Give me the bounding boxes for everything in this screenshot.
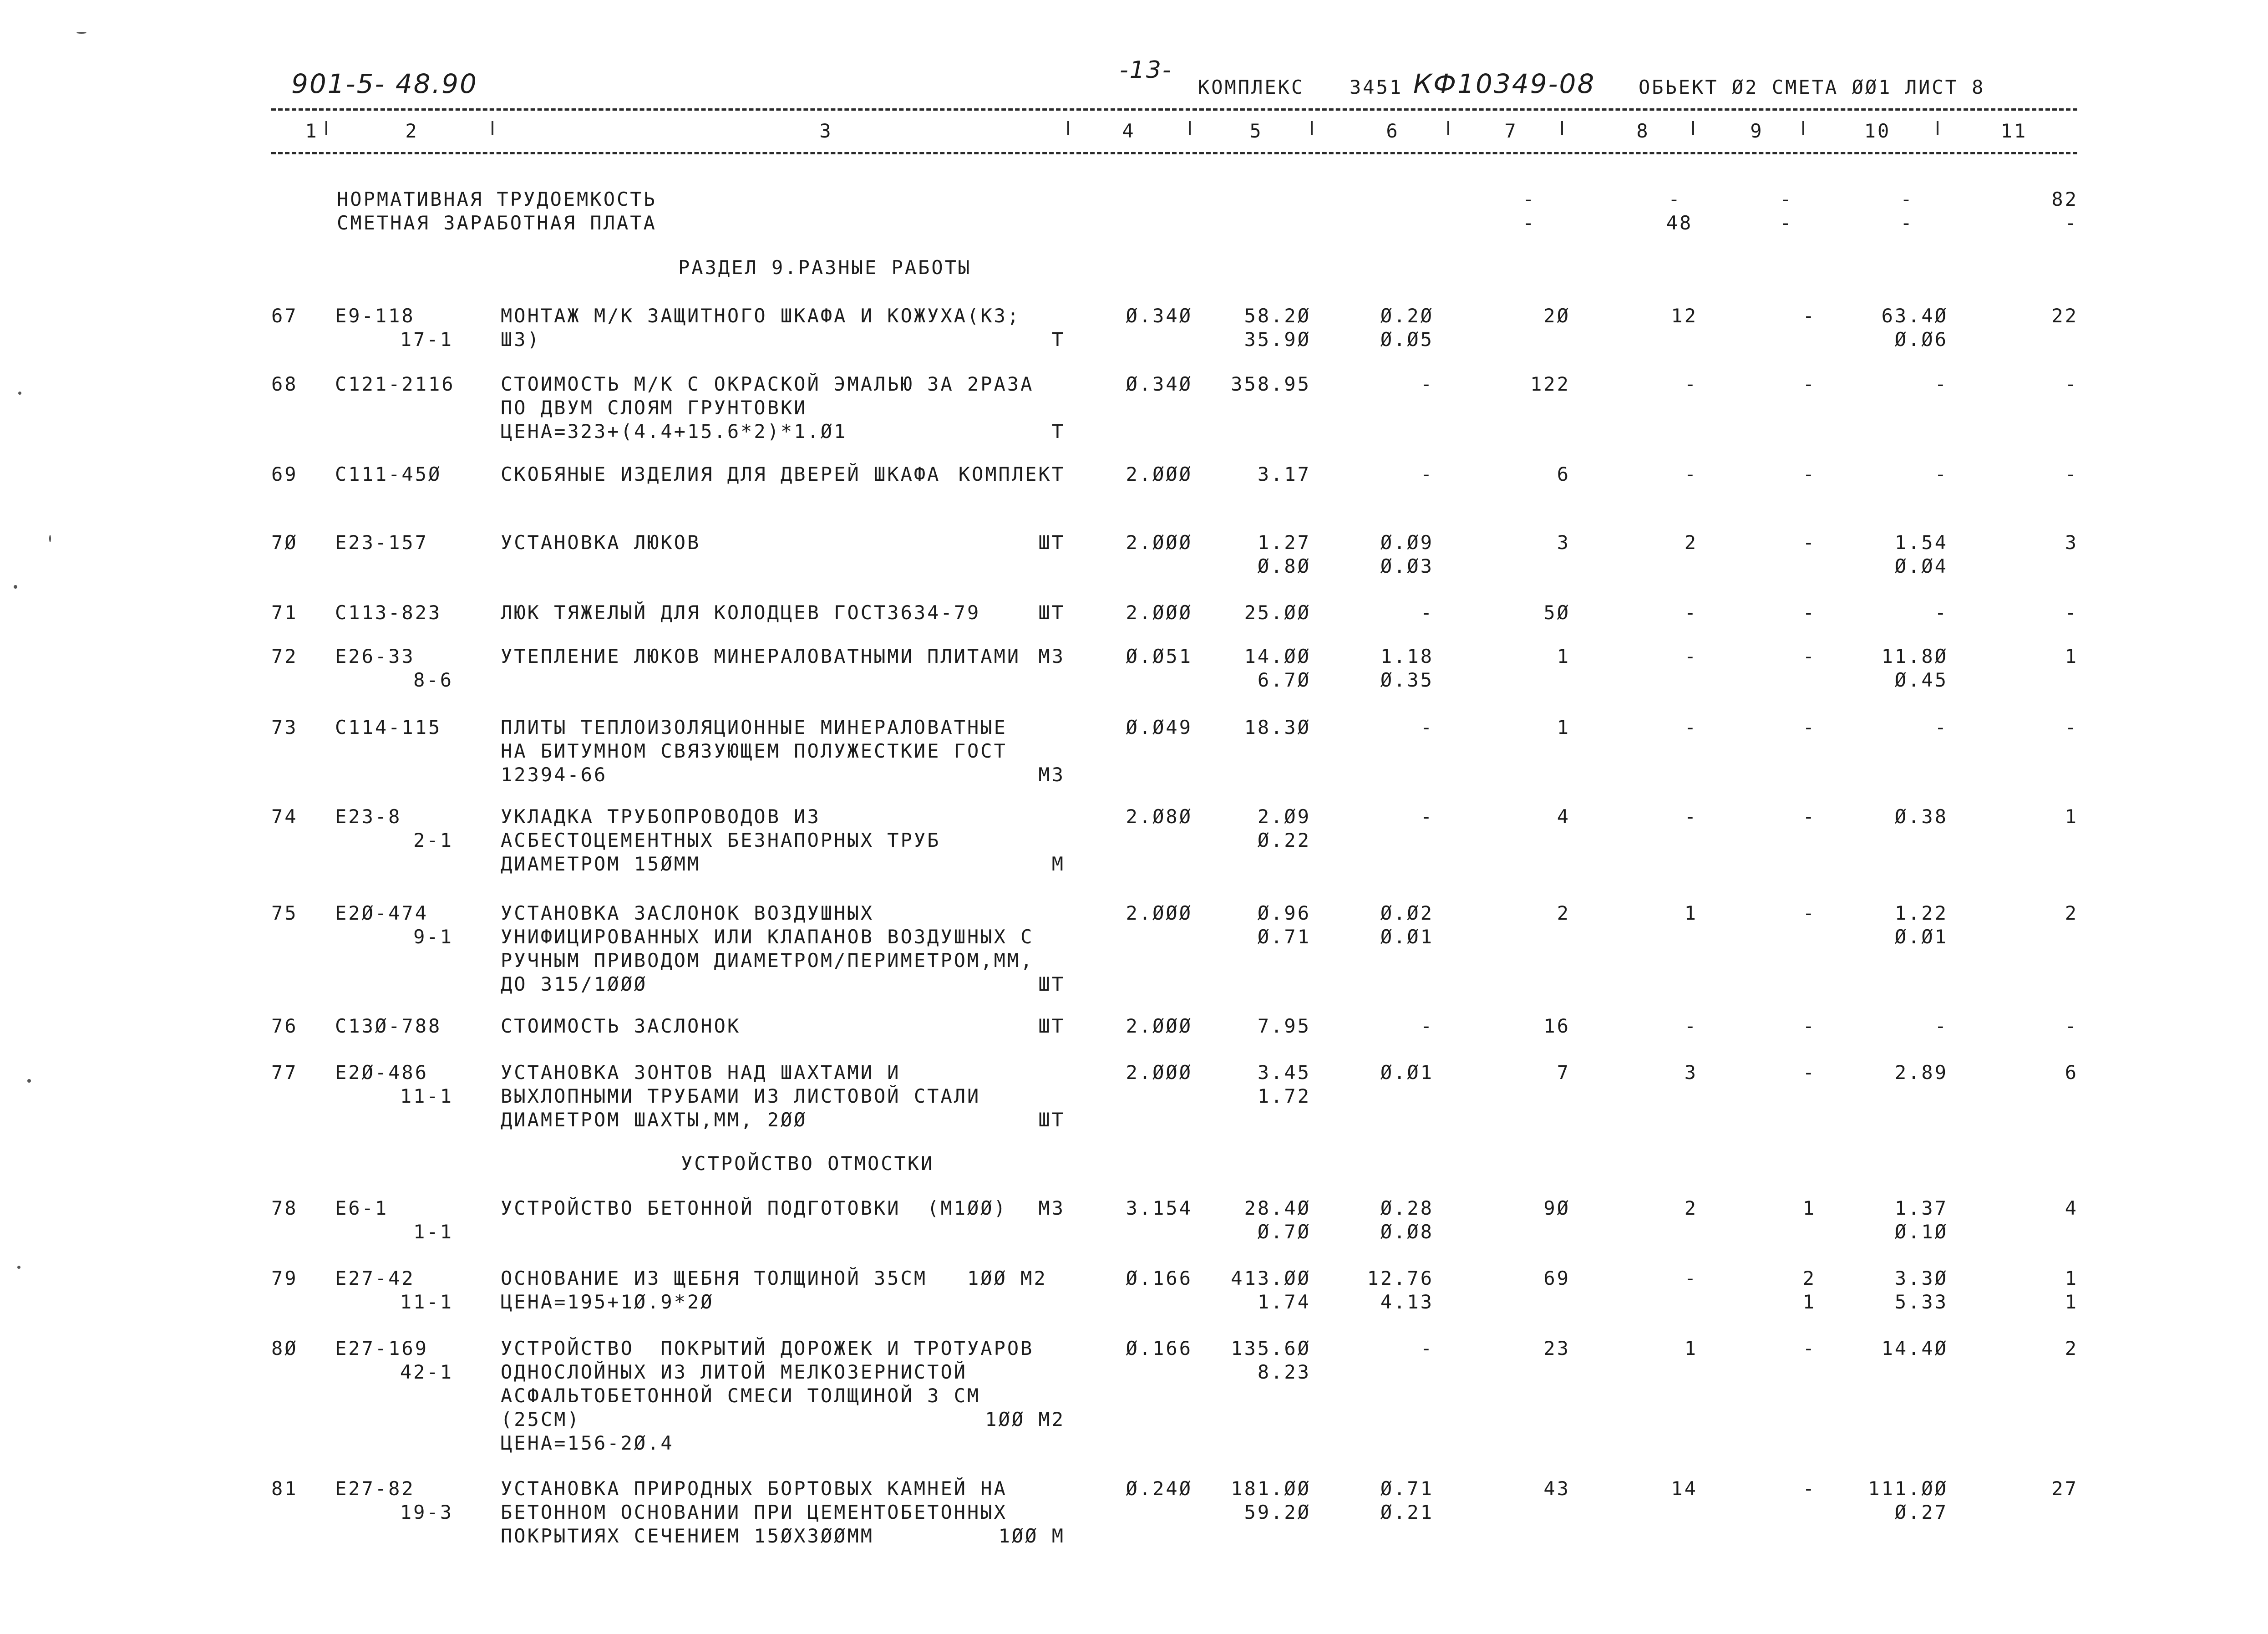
quantity: Ø.34Ø: [1126, 305, 1192, 327]
price-code: Е26-33: [335, 645, 415, 667]
col-9-value: 2: [1802, 1267, 1816, 1289]
quantity: Ø.Ø49: [1126, 716, 1192, 738]
price-code: Е2Ø-474: [335, 902, 429, 924]
col-5-value: 3.45: [1257, 1061, 1311, 1084]
row-number: 69: [271, 463, 298, 485]
col-8-value: -: [1684, 463, 1698, 485]
row-number: 76: [271, 1015, 298, 1037]
col-7-value: 9Ø: [1543, 1197, 1570, 1219]
col-5-value: 58.2Ø: [1244, 305, 1311, 327]
col-7-value: 69: [1543, 1267, 1570, 1289]
col-6-value: Ø.Ø3: [1380, 555, 1434, 577]
work-description: ЦЕНА=323+(4.4+15.6*2)*1.Ø1: [501, 420, 847, 443]
col-7-value: 43: [1543, 1477, 1570, 1500]
column-number: 5: [1249, 120, 1263, 142]
col-6-value: -: [1420, 1337, 1434, 1359]
col-11-value: -: [2065, 1015, 2078, 1037]
work-description: АСБЕСТОЦЕМЕНТНЫХ БЕЗНАПОРНЫХ ТРУБ: [501, 829, 941, 851]
row-number: 71: [271, 601, 298, 624]
row-number: 74: [271, 805, 298, 828]
col-6-value: -: [1420, 1015, 1434, 1037]
col-6-value: Ø.21: [1380, 1501, 1434, 1523]
work-description: ШЗ): [501, 328, 541, 351]
col-6-value: Ø.Ø1: [1380, 1061, 1434, 1084]
totals-labor-c7: -: [1522, 188, 1536, 210]
subsection-title: УСТРОЙСТВО ОТМОСТКИ: [681, 1152, 934, 1175]
col-8-value: -: [1684, 373, 1698, 395]
totals-label-labor: НОРМАТИВНАЯ ТРУДОЕМКОСТЬ: [337, 188, 657, 210]
price-code: 1-1: [413, 1221, 453, 1243]
measure-unit: КОМПЛЕКТ: [958, 463, 1065, 485]
col-6-value: Ø.28: [1380, 1197, 1434, 1219]
col-5-value: 413.ØØ: [1231, 1267, 1311, 1289]
col-5-value: 6.7Ø: [1257, 669, 1311, 691]
col-6-value: Ø.71: [1380, 1477, 1434, 1500]
scan-speck: [49, 535, 51, 542]
quantity: Ø.Ø51: [1126, 645, 1192, 667]
complex-code: КФ10349-08: [1413, 68, 1596, 99]
col-8-value: -: [1684, 601, 1698, 624]
col-8-value: -: [1684, 1267, 1698, 1289]
col-10-value: 1.22: [1894, 902, 1948, 924]
col-8-value: 12: [1671, 305, 1698, 327]
col-6-value: -: [1420, 373, 1434, 395]
col-5-value: 3.17: [1257, 463, 1311, 485]
col-11-value: 1: [2065, 1267, 2078, 1289]
work-description: ДИАМЕТРОМ 15ØММ: [501, 853, 701, 875]
col-10-value: 63.4Ø: [1881, 305, 1948, 327]
totals-wages-c10: -: [1900, 212, 1914, 234]
col-10-value: -: [1934, 373, 1948, 395]
price-code: 8-6: [413, 669, 453, 691]
col-8-value: 14: [1671, 1477, 1698, 1500]
col-7-value: 2Ø: [1543, 305, 1570, 327]
price-code: 9-1: [413, 926, 453, 948]
totals-wages-c11: -: [2065, 212, 2078, 234]
work-description: РУЧНЫМ ПРИВОДОМ ДИАМЕТРОМ/ПЕРИМЕТРОМ,ММ,: [501, 949, 1034, 972]
work-description: ЦЕНА=195+1Ø.9*2Ø: [501, 1291, 714, 1313]
col-6-value: Ø.Ø2: [1380, 902, 1434, 924]
scan-speck: [17, 1266, 20, 1269]
price-code: Е6-1: [335, 1197, 389, 1219]
col-6-value: Ø.Ø1: [1380, 926, 1434, 948]
work-description: УСТРОЙСТВО БЕТОННОЙ ПОДГОТОВКИ (М1ØØ): [501, 1197, 1007, 1219]
column-number: 2: [405, 120, 419, 142]
col-7-value: 5Ø: [1543, 601, 1570, 624]
row-number: 7Ø: [271, 531, 298, 554]
work-description: УНИФИЦИРОВАННЫХ ИЛИ КЛАПАНОВ ВОЗДУШНЫХ С: [501, 926, 1034, 948]
column-number: 1: [305, 120, 319, 142]
quantity: Ø.166: [1126, 1267, 1192, 1289]
col-7-value: 3: [1557, 531, 1570, 554]
col-10-value: Ø.38: [1894, 805, 1948, 828]
col-10-value: Ø.27: [1894, 1501, 1948, 1523]
col-11-value: 2: [2065, 902, 2078, 924]
col-9-value: -: [1802, 645, 1816, 667]
col-11-value: 22: [2051, 305, 2078, 327]
measure-unit: М3: [1038, 764, 1065, 786]
col-5-value: 135.6Ø: [1231, 1337, 1311, 1359]
scan-speck: [18, 392, 21, 395]
col-5-value: 7.95: [1257, 1015, 1311, 1037]
col-9-value: -: [1802, 373, 1816, 395]
price-code: С113-823: [335, 601, 442, 624]
col-11-value: -: [2065, 373, 2078, 395]
col-5-value: Ø.8Ø: [1257, 555, 1311, 577]
measure-unit: ШТ: [1038, 973, 1065, 995]
col-5-value: 181.ØØ: [1231, 1477, 1311, 1500]
price-code: 11-1: [400, 1291, 453, 1313]
totals-wages-c7: -: [1522, 212, 1536, 234]
quantity: 2.Ø8Ø: [1126, 805, 1192, 828]
scan-speck: [14, 585, 17, 589]
col-6-value: Ø.2Ø: [1380, 305, 1434, 327]
col-9-value: -: [1802, 1015, 1816, 1037]
quantity: 3.154: [1126, 1197, 1192, 1219]
col-6-value: -: [1420, 601, 1434, 624]
document-code: 901-5- 48.90: [291, 68, 478, 99]
col-11-value: 2: [2065, 1337, 2078, 1359]
col-6-value: -: [1420, 716, 1434, 738]
price-code: С114-115: [335, 716, 442, 738]
row-number: 72: [271, 645, 298, 667]
measure-unit: Т: [1051, 328, 1065, 351]
col-9-value: -: [1802, 463, 1816, 485]
measure-unit: ШТ: [1038, 1109, 1065, 1131]
col-5-value: Ø.96: [1257, 902, 1311, 924]
work-description: ДИАМЕТРОМ ШАХТЫ,ММ, 2ØØ: [501, 1109, 807, 1131]
col-6-value: Ø.Ø9: [1380, 531, 1434, 554]
col-8-value: -: [1684, 645, 1698, 667]
quantity: 2.ØØØ: [1126, 902, 1192, 924]
quantity: 2.ØØØ: [1126, 601, 1192, 624]
row-number: 67: [271, 305, 298, 327]
quantity: Ø.24Ø: [1126, 1477, 1192, 1500]
col-11-value: 1: [2065, 1291, 2078, 1313]
col-10-value: 11.8Ø: [1881, 645, 1948, 667]
column-number: 4: [1122, 120, 1136, 142]
work-description: 12394-66: [501, 764, 608, 786]
col-7-value: 1: [1557, 716, 1570, 738]
col-5-value: 14.ØØ: [1244, 645, 1311, 667]
col-11-value: 3: [2065, 531, 2078, 554]
totals-wages-c9: -: [1780, 212, 1793, 234]
col-8-value: 3: [1684, 1061, 1698, 1084]
measure-unit: ШТ: [1038, 1015, 1065, 1037]
col-9-value: -: [1802, 1477, 1816, 1500]
col-5-value: 1.27: [1257, 531, 1311, 554]
col-6-value: Ø.Ø8: [1380, 1221, 1434, 1243]
col-9-value: -: [1802, 1337, 1816, 1359]
col-5-value: 25.ØØ: [1244, 601, 1311, 624]
col-11-value: 1: [2065, 805, 2078, 828]
col-7-value: 4: [1557, 805, 1570, 828]
quantity: 2.ØØØ: [1126, 463, 1192, 485]
col-6-value: Ø.35: [1380, 669, 1434, 691]
col-5-value: Ø.22: [1257, 829, 1311, 851]
col-11-value: -: [2065, 601, 2078, 624]
col-6-value: -: [1420, 463, 1434, 485]
measure-unit: ШТ: [1038, 601, 1065, 624]
col-9-value: 1: [1802, 1291, 1816, 1313]
work-description: УСТАНОВКА ЛЮКОВ: [501, 531, 701, 554]
column-number: 7: [1504, 120, 1518, 142]
col-5-value: 358.95: [1231, 373, 1311, 395]
price-code: Е27-42: [335, 1267, 415, 1289]
col-6-value: 12.76: [1367, 1267, 1434, 1289]
col-10-value: 5.33: [1894, 1291, 1948, 1313]
work-description: УСТАНОВКА ЗАСЛОНОК ВОЗДУШНЫХ: [501, 902, 874, 924]
col-7-value: 7: [1557, 1061, 1570, 1084]
col-5-value: 28.4Ø: [1244, 1197, 1311, 1219]
work-description: УТЕПЛЕНИЕ ЛЮКОВ МИНЕРАЛОВАТНЫМИ ПЛИТАМИ: [501, 645, 1021, 667]
col-10-value: 3.3Ø: [1894, 1267, 1948, 1289]
measure-unit: М3: [1038, 645, 1065, 667]
col-9-value: -: [1802, 531, 1816, 554]
work-description: ЦЕНА=156-2Ø.4: [501, 1432, 674, 1454]
col-9-value: -: [1802, 902, 1816, 924]
col-5-value: 35.9Ø: [1244, 328, 1311, 351]
col-5-value: 1.74: [1257, 1291, 1311, 1313]
price-code: 17-1: [400, 328, 453, 351]
totals-labor-c8: -: [1668, 188, 1682, 210]
price-code: 2-1: [413, 829, 453, 851]
scan-speck: [76, 32, 86, 34]
col-11-value: 6: [2065, 1061, 2078, 1084]
col-5-value: 2.Ø9: [1257, 805, 1311, 828]
col-10-value: -: [1934, 1015, 1948, 1037]
col-9-value: -: [1802, 601, 1816, 624]
column-number: 6: [1386, 120, 1400, 142]
col-6-value: -: [1420, 805, 1434, 828]
row-number: 81: [271, 1477, 298, 1500]
column-number: 8: [1636, 120, 1650, 142]
col-8-value: -: [1684, 805, 1698, 828]
col-11-value: 27: [2051, 1477, 2078, 1500]
work-description: СТОИМОСТЬ М/К С ОКРАСКОЙ ЭМАЛЬЮ ЗА 2РАЗА: [501, 373, 1034, 395]
section-title: РАЗДЕЛ 9.РАЗНЫЕ РАБОТЫ: [678, 256, 972, 279]
col-11-value: 4: [2065, 1197, 2078, 1219]
work-description: ПЛИТЫ ТЕПЛОИЗОЛЯЦИОННЫЕ МИНЕРАЛОВАТНЫЕ: [501, 716, 1007, 738]
col-10-value: -: [1934, 601, 1948, 624]
col-10-value: -: [1934, 463, 1948, 485]
col-8-value: -: [1684, 716, 1698, 738]
work-description: ПОКРЫТИЯХ СЕЧЕНИЕМ 15ØХ3ØØММ: [501, 1525, 874, 1547]
page-number: -13-: [1120, 56, 1172, 84]
col-5-value: 1.72: [1257, 1085, 1311, 1107]
col-7-value: 2: [1557, 902, 1570, 924]
work-description: УСТАНОВКА ПРИРОДНЫХ БОРТОВЫХ КАМНЕЙ НА: [501, 1477, 1007, 1500]
col-8-value: -: [1684, 1015, 1698, 1037]
price-code: С111-45Ø: [335, 463, 442, 485]
col-5-value: 59.2Ø: [1244, 1501, 1311, 1523]
col-10-value: Ø.1Ø: [1894, 1221, 1948, 1243]
column-number: 10: [1864, 120, 1891, 142]
col-7-value: 23: [1543, 1337, 1570, 1359]
col-6-value: Ø.Ø5: [1380, 328, 1434, 351]
price-code: 19-3: [400, 1501, 453, 1523]
price-code: Е27-82: [335, 1477, 415, 1500]
price-code: Е27-169: [335, 1337, 429, 1359]
row-number: 73: [271, 716, 298, 738]
measure-unit: Т: [1051, 420, 1065, 443]
quantity: 2.ØØØ: [1126, 1061, 1192, 1084]
complex-label: КОМПЛЕКС: [1198, 76, 1305, 98]
work-description: УСТРОЙСТВО ПОКРЫТИЙ ДОРОЖЕК И ТРОТУАРОВ: [501, 1337, 1034, 1359]
work-description: УСТАНОВКА ЗОНТОВ НАД ШАХТАМИ И: [501, 1061, 901, 1084]
totals-labor-c9: -: [1780, 188, 1793, 210]
col-10-value: 1.54: [1894, 531, 1948, 554]
work-description: ОСНОВАНИЕ ИЗ ЩЕБНЯ ТОЛЩИНОЙ 35СМ 1ØØ М2: [501, 1267, 1047, 1289]
work-description: СКОБЯНЫЕ ИЗДЕЛИЯ ДЛЯ ДВЕРЕЙ ШКАФА: [501, 463, 941, 485]
work-description: БЕТОННОМ ОСНОВАНИИ ПРИ ЦЕМЕНТОБЕТОННЫХ: [501, 1501, 1007, 1523]
price-code: 11-1: [400, 1085, 453, 1107]
col-8-value: 1: [1684, 1337, 1698, 1359]
col-11-value: 1: [2065, 645, 2078, 667]
col-11-value: -: [2065, 463, 2078, 485]
price-code: С13Ø-788: [335, 1015, 442, 1037]
col-5-value: Ø.71: [1257, 926, 1311, 948]
work-description: ПО ДВУМ СЛОЯМ ГРУНТОВКИ: [501, 397, 807, 419]
work-description: МОНТАЖ М/К ЗАЩИТНОГО ШКАФА И КОЖУХА(КЗ;: [501, 305, 1021, 327]
col-9-value: 1: [1802, 1197, 1816, 1219]
quantity: Ø.34Ø: [1126, 373, 1192, 395]
col-10-value: Ø.Ø4: [1894, 555, 1948, 577]
work-description: ВЫХЛОПНЫМИ ТРУБАМИ ИЗ ЛИСТОВОЙ СТАЛИ: [501, 1085, 981, 1107]
object-estimate-sheet: ОБЬЕКТ Ø2 СМЕТА ØØ1 ЛИСТ 8: [1639, 76, 1985, 98]
row-number: 8Ø: [271, 1337, 298, 1359]
col-5-value: 8.23: [1257, 1361, 1311, 1383]
price-code: 42-1: [400, 1361, 453, 1383]
quantity: 2.ØØØ: [1126, 531, 1192, 554]
col-10-value: Ø.Ø6: [1894, 328, 1948, 351]
col-10-value: 2.89: [1894, 1061, 1948, 1084]
row-number: 75: [271, 902, 298, 924]
col-10-value: 14.4Ø: [1881, 1337, 1948, 1359]
scan-speck: [27, 1079, 31, 1083]
work-description: ЛЮК ТЯЖЕЛЫЙ ДЛЯ КОЛОДЦЕВ ГОСТ3634-79: [501, 601, 981, 624]
column-number: 9: [1750, 120, 1764, 142]
price-code: Е23-157: [335, 531, 429, 554]
col-8-value: 2: [1684, 1197, 1698, 1219]
price-code: Е2Ø-486: [335, 1061, 429, 1084]
row-number: 79: [271, 1267, 298, 1289]
row-number: 68: [271, 373, 298, 395]
col-7-value: 6: [1557, 463, 1570, 485]
complex-number: 3451: [1350, 76, 1403, 98]
col-9-value: -: [1802, 305, 1816, 327]
price-code: Е23-8: [335, 805, 402, 828]
measure-unit: М3: [1038, 1197, 1065, 1219]
col-10-value: 1.37: [1894, 1197, 1948, 1219]
col-8-value: 2: [1684, 531, 1698, 554]
work-description: УКЛАДКА ТРУБОПРОВОДОВ ИЗ: [501, 805, 821, 828]
col-10-value: Ø.Ø1: [1894, 926, 1948, 948]
work-description: СТОИМОСТЬ ЗАСЛОНОК: [501, 1015, 741, 1037]
column-number: 11: [2000, 120, 2028, 142]
col-5-value: 18.3Ø: [1244, 716, 1311, 738]
row-number: 77: [271, 1061, 298, 1084]
work-description: ОДНОСЛОЙНЫХ ИЗ ЛИТОЙ МЕЛКОЗЕРНИСТОЙ: [501, 1361, 968, 1383]
quantity: Ø.166: [1126, 1337, 1192, 1359]
col-7-value: 1: [1557, 645, 1570, 667]
price-code: Е9-118: [335, 305, 415, 327]
work-description: ДО 315/1ØØØ: [501, 973, 648, 995]
totals-labor-c10: -: [1900, 188, 1914, 210]
work-description: АСФАЛЬТОБЕТОННОЙ СМЕСИ ТОЛЩИНОЙ 3 СМ: [501, 1385, 981, 1407]
totals-wages-c8: 48: [1666, 212, 1693, 234]
col-9-value: -: [1802, 1061, 1816, 1084]
work-description: (25СМ): [501, 1408, 581, 1430]
work-description: НА БИТУМНОМ СВЯЗУЮЩЕМ ПОЛУЖЕСТКИЕ ГОСТ: [501, 740, 1007, 762]
totals-label-wages: СМЕТНАЯ ЗАРАБОТНАЯ ПЛАТА: [337, 212, 657, 234]
measure-unit: 1ØØ М2: [985, 1408, 1065, 1430]
col-10-value: -: [1934, 716, 1948, 738]
measure-unit: 1ØØ М: [998, 1525, 1065, 1547]
col-6-value: 4.13: [1380, 1291, 1434, 1313]
col-11-value: -: [2065, 716, 2078, 738]
col-8-value: 1: [1684, 902, 1698, 924]
col-7-value: 16: [1543, 1015, 1570, 1037]
quantity: 2.ØØØ: [1126, 1015, 1192, 1037]
col-6-value: 1.18: [1380, 645, 1434, 667]
measure-unit: М: [1051, 853, 1065, 875]
column-number: 3: [819, 120, 833, 142]
row-number: 78: [271, 1197, 298, 1219]
col-9-value: -: [1802, 716, 1816, 738]
price-code: С121-2116: [335, 373, 455, 395]
totals-labor-c11: 82: [2051, 188, 2078, 210]
measure-unit: ШТ: [1038, 531, 1065, 554]
col-5-value: Ø.7Ø: [1257, 1221, 1311, 1243]
col-10-value: 111.ØØ: [1868, 1477, 1948, 1500]
col-9-value: -: [1802, 805, 1816, 828]
col-7-value: 122: [1530, 373, 1570, 395]
col-10-value: Ø.45: [1894, 669, 1948, 691]
